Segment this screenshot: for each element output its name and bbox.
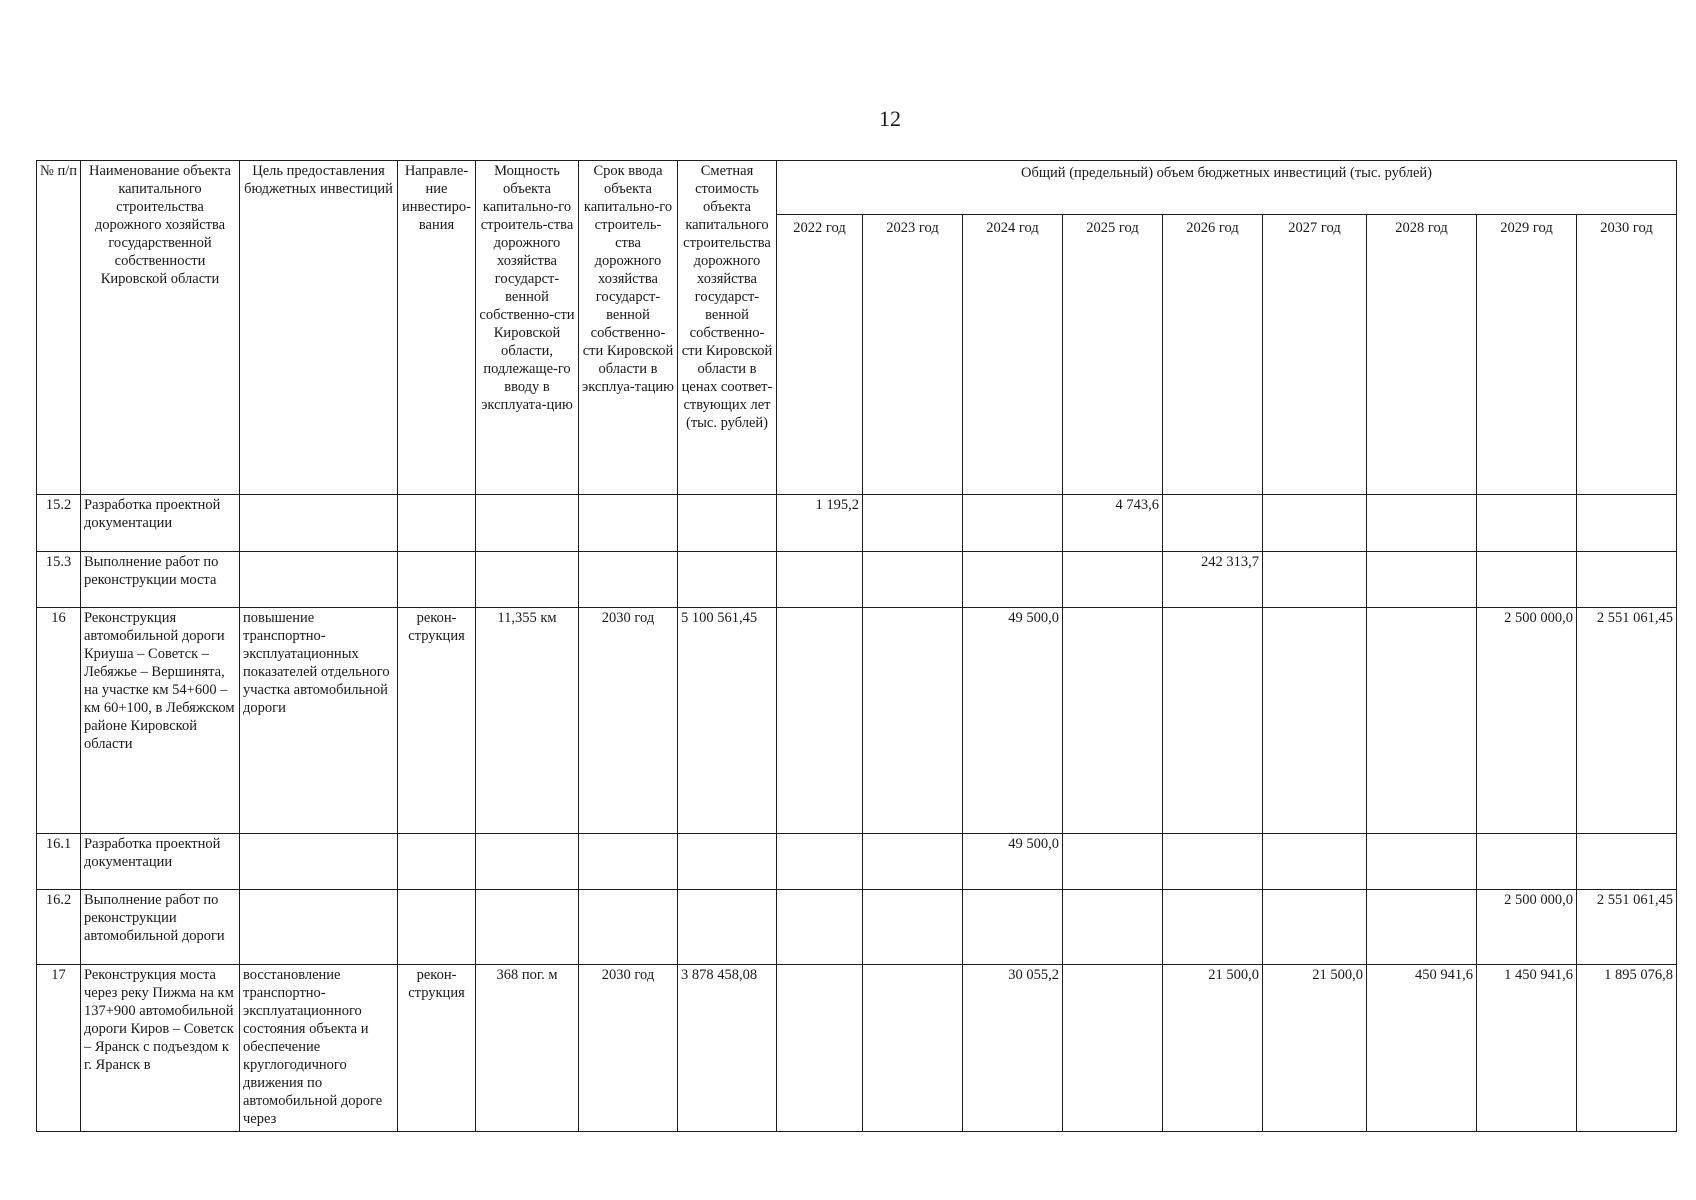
- table-row: [37, 833, 1677, 889]
- header-year-2023: 2023 год: [863, 215, 963, 495]
- investment-2030: [1577, 551, 1677, 607]
- investment-direction: [398, 833, 476, 889]
- estimated-cost: 3 878 458,08: [678, 964, 777, 1131]
- investment-2025: [1063, 608, 1163, 834]
- estimated-cost: [678, 833, 777, 889]
- investment-2027: [1263, 890, 1367, 965]
- investment-2030: [1577, 495, 1677, 551]
- header-total-investment: Общий (предельный) объем бюджетных инвестиций (тыс. рублей): [777, 161, 1677, 215]
- object-name: Разработка проектной документации: [81, 833, 240, 889]
- investment-2029: [1477, 495, 1577, 551]
- table-row: [37, 890, 1677, 965]
- investment-2028: 450 941,6: [1367, 964, 1477, 1131]
- investment-2027: 21 500,0: [1263, 964, 1367, 1131]
- investment-2028: [1367, 495, 1477, 551]
- investment-2027: [1263, 551, 1367, 607]
- object-name: Разработка проектной документации: [81, 495, 240, 551]
- investment-2022: [777, 551, 863, 607]
- investment-2029: 2 500 000,0: [1477, 608, 1577, 834]
- investment-direction: рекон-струкция: [398, 964, 476, 1131]
- investment-2022: [777, 890, 863, 965]
- investment-2026: [1163, 890, 1263, 965]
- investment-2026: 21 500,0: [1163, 964, 1263, 1131]
- investment-2029: [1477, 551, 1577, 607]
- investment-2023: [863, 890, 963, 965]
- investment-2022: [777, 608, 863, 834]
- investment-2029: 1 450 941,6: [1477, 964, 1577, 1131]
- object-capacity: 11,355 км: [476, 608, 579, 834]
- header-year-2027: 2027 год: [1263, 215, 1367, 495]
- header-year-2024: 2024 год: [963, 215, 1063, 495]
- investment-2022: [777, 964, 863, 1131]
- object-capacity: [476, 890, 579, 965]
- investment-table: [36, 160, 1677, 1132]
- investment-2023: [863, 551, 963, 607]
- estimated-cost: 5 100 561,45: [678, 608, 777, 834]
- object-capacity: [476, 495, 579, 551]
- header-commission: Срок ввода объекта капитально-го строитель-ства дорожного хозяйства государст-венной собственно-сти Кировской области в эксплуа-тацию: [579, 161, 678, 495]
- investment-direction: рекон-струкция: [398, 608, 476, 834]
- investment-2022: 1 195,2: [777, 495, 863, 551]
- investment-2024: 30 055,2: [963, 964, 1063, 1131]
- object-name: Выполнение работ по реконструкции моста: [81, 551, 240, 607]
- object-name: Выполнение работ по реконструкции автомобильной дороги: [81, 890, 240, 965]
- header-capacity: Мощность объекта капитально-го строитель-ства дорожного хозяйства государст-венной собственно-сти Кировской области, подлежаще-го вводу в эксплуата-цию: [476, 161, 579, 495]
- object-name: Реконструкция моста через реку Пижма на км 137+900 автомобильной дороги Киров – Советск – Яранск с подъездом к г. Яранск в: [81, 964, 240, 1131]
- commission-date: 2030 год: [579, 964, 678, 1131]
- header-year-2026: 2026 год: [1163, 215, 1263, 495]
- header-name: Наименование объекта капитального строительства дорожного хозяйства государственной собственности Кировской области: [81, 161, 240, 495]
- investment-goal: [240, 551, 398, 607]
- object-capacity: [476, 551, 579, 607]
- investment-2023: [863, 608, 963, 834]
- investment-goal: [240, 833, 398, 889]
- investment-2030: 1 895 076,8: [1577, 964, 1677, 1131]
- row-number: 16.1: [37, 833, 81, 889]
- investment-2024: [963, 890, 1063, 965]
- row-number: 15.2: [37, 495, 81, 551]
- page-number: 12: [879, 106, 901, 131]
- investment-2023: [863, 833, 963, 889]
- header-year-2028: 2028 год: [1367, 215, 1477, 495]
- object-name: Реконструкция автомобильной дороги Криуша – Советск – Лебяжье – Вершинята, на участке км 54+600 – км 60+100, в Лебяжском районе Кировской области: [81, 608, 240, 834]
- investment-goal: повышение транспортно-эксплуатационных показателей отдельного участка автомобильной дороги: [240, 608, 398, 834]
- investment-2023: [863, 495, 963, 551]
- investment-2025: 4 743,6: [1063, 495, 1163, 551]
- commission-date: [579, 833, 678, 889]
- investment-2026: 242 313,7: [1163, 551, 1263, 607]
- investment-2026: [1163, 833, 1263, 889]
- header-year-2030: 2030 год: [1577, 215, 1677, 495]
- table-body: [37, 495, 1677, 1132]
- investment-2027: [1263, 495, 1367, 551]
- table-row: [37, 551, 1677, 607]
- commission-date: [579, 551, 678, 607]
- investment-2026: [1163, 608, 1263, 834]
- investment-2025: [1063, 890, 1163, 965]
- investment-2027: [1263, 608, 1367, 834]
- header-year-2022: 2022 год: [777, 215, 863, 495]
- investment-2022: [777, 833, 863, 889]
- investment-direction: [398, 551, 476, 607]
- estimated-cost: [678, 890, 777, 965]
- investment-goal: восстановление транспортно-эксплуатационного состояния объекта и обеспечение круглогодичного движения по автомобильной дороге через: [240, 964, 398, 1131]
- investment-2025: [1063, 964, 1163, 1131]
- investment-2024: [963, 495, 1063, 551]
- investment-2028: [1367, 608, 1477, 834]
- investment-2030: 2 551 061,45: [1577, 890, 1677, 965]
- investment-2030: [1577, 833, 1677, 889]
- investment-2028: [1367, 833, 1477, 889]
- row-number: 17: [37, 964, 81, 1131]
- object-capacity: 368 пог. м: [476, 964, 579, 1131]
- investment-2028: [1367, 551, 1477, 607]
- header-goal: Цель предоставления бюджетных инвестиций: [240, 161, 398, 495]
- investment-2029: 2 500 000,0: [1477, 890, 1577, 965]
- header-cost: Сметная стоимость объекта капитального строительства дорожного хозяйства государст-венной собственно-сти Кировской области в ценах соответ-ствующих лет (тыс. рублей): [678, 161, 777, 495]
- investment-2025: [1063, 833, 1163, 889]
- investment-2029: [1477, 833, 1577, 889]
- table-row: [37, 608, 1677, 834]
- row-number: 16.2: [37, 890, 81, 965]
- header-num: № п/п: [37, 161, 81, 495]
- investment-2030: 2 551 061,45: [1577, 608, 1677, 834]
- investment-2027: [1263, 833, 1367, 889]
- row-number: 16: [37, 608, 81, 834]
- commission-date: [579, 495, 678, 551]
- investment-2028: [1367, 890, 1477, 965]
- object-capacity: [476, 833, 579, 889]
- table-row: [37, 495, 1677, 551]
- header-year-2025: 2025 год: [1063, 215, 1163, 495]
- investment-goal: [240, 890, 398, 965]
- investment-direction: [398, 495, 476, 551]
- investment-2024: 49 500,0: [963, 608, 1063, 834]
- investment-2025: [1063, 551, 1163, 607]
- investment-2026: [1163, 495, 1263, 551]
- investment-2023: [863, 964, 963, 1131]
- table-row: [37, 964, 1677, 1131]
- investment-direction: [398, 890, 476, 965]
- header-year-2029: 2029 год: [1477, 215, 1577, 495]
- investment-2024: [963, 551, 1063, 607]
- commission-date: [579, 890, 678, 965]
- estimated-cost: [678, 551, 777, 607]
- header-direction: Направле-ние инвестиро-вания: [398, 161, 476, 495]
- investment-goal: [240, 495, 398, 551]
- estimated-cost: [678, 495, 777, 551]
- row-number: 15.3: [37, 551, 81, 607]
- investment-2024: 49 500,0: [963, 833, 1063, 889]
- commission-date: 2030 год: [579, 608, 678, 834]
